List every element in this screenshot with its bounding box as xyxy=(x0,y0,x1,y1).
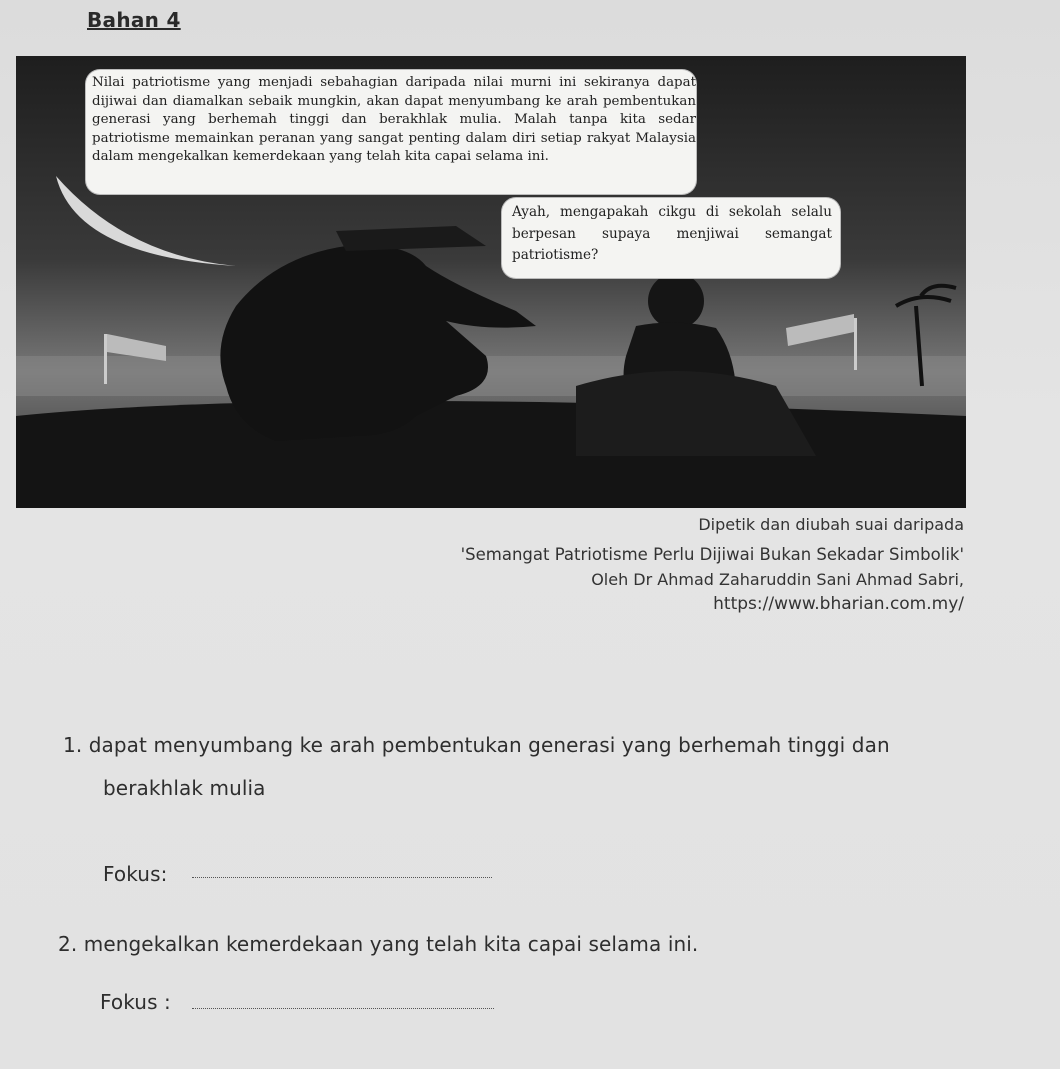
question-2-text: 2. mengekalkan kemerdekaan yang telah kita capai selama ini. xyxy=(58,932,699,956)
flag-pole-right xyxy=(854,318,857,370)
page-heading: Bahan 4 xyxy=(87,8,181,32)
question-2-fokus-label: Fokus : xyxy=(100,990,171,1014)
caption-author: Oleh Dr Ahmad Zaharuddin Sani Ahmad Sabri, xyxy=(591,570,964,589)
question-2-answer-line[interactable] xyxy=(192,1008,494,1009)
flag-pole-left xyxy=(104,334,107,384)
speech-bubble-child: Ayah, mengapakah cikgu di sekolah selalu berpesan supaya menjiwai semangat patriotisme? xyxy=(502,198,840,278)
caption-article-title: 'Semangat Patriotisme Perlu Dijiwai Bukan Sekadar Simbolik' xyxy=(460,545,964,564)
caption-url: https://www.bharian.com.my/ xyxy=(713,594,964,614)
caption-source-note: Dipetik dan diubah suai daripada xyxy=(698,515,964,534)
question-1-text-continued: berakhlak mulia xyxy=(103,776,266,800)
question-1-answer-line[interactable] xyxy=(192,877,492,878)
child-head xyxy=(648,273,704,329)
speech-bubble-father: Nilai patriotisme yang menjadi sebahagian daripada nilai murni ini sekiranya dapat dijiwai dan diamalkan sebaik mungkin, akan dapat menyumbang ke arah pembentukan generasi yang berhemah tinggi dan berakhlak mulia. Malah tanpa kita sedar patriotisme memainkan peranan yang sangat penting dalam diri setiap rakyat Malaysia dalam mengekalkan kemerdekaan yang telah kita capai selama ini. xyxy=(86,70,696,194)
question-1-fokus-label: Fokus: xyxy=(103,862,168,886)
question-1-text: 1. dapat menyumbang ke arah pembentukan generasi yang berhemah tinggi dan xyxy=(63,733,890,757)
comic-illustration xyxy=(16,56,966,508)
